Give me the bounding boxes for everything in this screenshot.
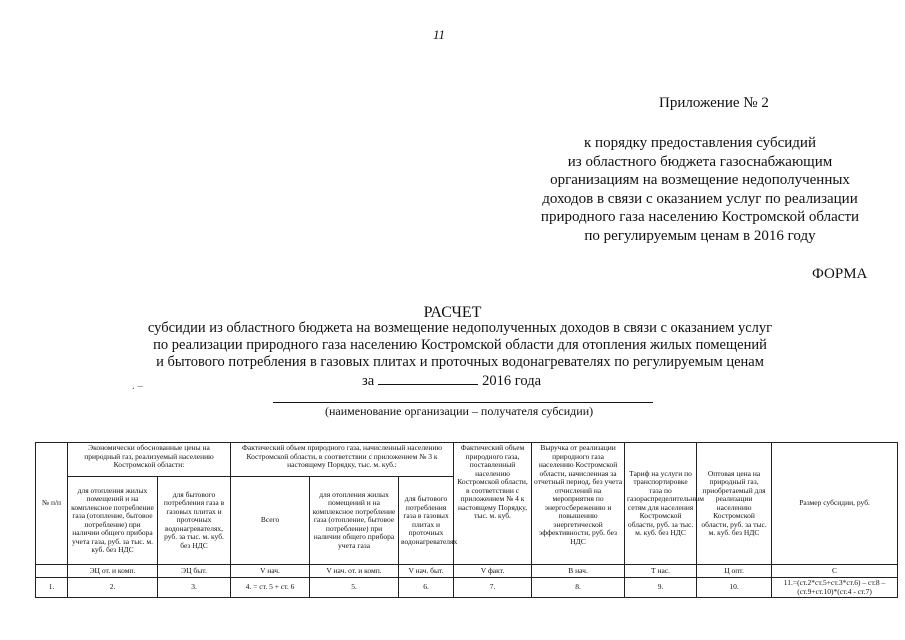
table-row — [36, 578, 898, 598]
appendix-description — [520, 134, 880, 245]
subtitle-line: по реализации природного газа населению Костромской области для отопления жилых помещений — [153, 337, 767, 353]
header-cell-price-heating: для отопления жилых помещений и на комплексное потребление газа (отопление, бытовое потребление) при наличии общего прибора учета газа, руб. за тыс. м. куб. без НДС — [68, 477, 158, 565]
subtitle-line: субсидии из областного бюджета на возмещение недополученных доходов в связи с оказанием услуг — [147, 320, 773, 336]
header-cell-number: № п/п — [36, 443, 68, 565]
document-title: РАСЧЕТ — [423, 304, 482, 321]
table-cell: 2. — [68, 578, 158, 598]
code-cell: V нач. быт. — [399, 565, 454, 578]
header-group-actual-volume: Фактический объем природного газа, начисленный населению Костромской области, в соответствии с приложением № 3 к настоящему Порядку, тыс. м. куб.: — [231, 443, 454, 477]
table-header-row — [36, 443, 898, 477]
code-cell: ЭЦ быт. — [158, 565, 231, 578]
subsidy-calculation-table — [35, 442, 898, 598]
code-cell: V факт. — [454, 565, 532, 578]
period-line — [362, 372, 541, 390]
appendix-title: Приложение № 2 — [659, 95, 769, 111]
code-cell: Т нас. — [625, 565, 697, 578]
code-cell: ЭЦ от. и комп. — [68, 565, 158, 578]
org-name-underline — [273, 402, 653, 403]
table-cell: 1. — [36, 578, 68, 598]
table-cell: 10. — [697, 578, 772, 598]
header-cell-actual-supplied-volume: Фактический объем природного газа, поставленный населению Костромской области, в соответствии с приложением № 4 к настоящему Порядку, тыс. м. куб. — [454, 443, 532, 565]
table-cell: 8. — [532, 578, 625, 598]
table-cell: 3. — [158, 578, 231, 598]
code-cell: Ц опт. — [697, 565, 772, 578]
document-subtitle — [80, 320, 840, 371]
table-cell: 6. — [399, 578, 454, 598]
table-cell: 9. — [625, 578, 697, 598]
period-blank-field — [378, 372, 478, 385]
header-cell-transport-tariff: Тариф на услуги по транспортировке газа по газораспределительным сетям для населения Костромской области, руб. за тыс. м. куб. без НДС — [625, 443, 697, 565]
code-cell: С — [772, 565, 898, 578]
form-label: ФОРМА — [812, 266, 868, 282]
code-cell — [36, 565, 68, 578]
page-number: 11 — [433, 27, 446, 42]
appendix-line: организациям на возмещение недополученных — [550, 172, 850, 188]
code-cell: В нач. — [532, 565, 625, 578]
header-cell-price-household: для бытового потребления газа в газовых плитах и проточных водонагревателях, руб. за тыс. м. куб. без НДС — [158, 477, 231, 565]
header-cell-volume-total: Всего — [231, 477, 310, 565]
header-cell-volume-household: для бытового потребления газа в газовых плитах и проточных водонагревателях — [399, 477, 454, 565]
subtitle-line: и бытового потребления в газовых плитах и проточных водонагревателях по регулируемым ценам — [156, 354, 764, 370]
code-cell: V нач. от. и комп. — [310, 565, 399, 578]
appendix-line: природного газа населению Костромской области — [540, 209, 860, 225]
header-cell-wholesale-price: Оптовая цена на природный газ, приобретаемый для реализации населению Костромской области, руб. за тыс. м. куб. без НДС — [697, 443, 772, 565]
period-prefix: за — [362, 373, 375, 389]
org-name-caption: (наименование организации – получателя субсидии) — [325, 404, 594, 418]
appendix-line: доходов в связи с оказанием услуг по реализации — [542, 190, 858, 207]
appendix-line: к порядку предоставления субсидий — [584, 135, 816, 151]
table-cell-subsidy-formula: 11.=(ст.2*ст.5+ст.3*ст.6) – ст.8 – (ст.9+ст.10)*(ст.4 - ст.7) — [772, 578, 898, 598]
code-cell: V нач. — [231, 565, 310, 578]
table-cell: 5. — [310, 578, 399, 598]
header-group-economic-prices: Экономически обоснованные цены на природный газ, реализуемый населению Костромской области: — [68, 443, 231, 477]
subsidy-table-wrapper — [35, 442, 897, 598]
table-cell: 7. — [454, 578, 532, 598]
header-cell-subsidy-amount: Размер субсидии, руб. — [772, 443, 898, 565]
table-cell: 4. = ст. 5 + ст. 6 — [231, 578, 310, 598]
appendix-line: по регулируемым ценам в 2016 году — [584, 227, 816, 244]
header-cell-revenue: Выручка от реализации природного газа населению Костромской области, начисленная за отчетный период, без учета отчислений на мероприятия по энергосбережению и повышению энергетической эффективности, руб. без НДС — [532, 443, 625, 565]
table-codes-row — [36, 565, 898, 578]
period-suffix: 2016 года — [482, 373, 542, 389]
appendix-line: из областного бюджета газоснабжающим — [567, 153, 833, 170]
scan-mark: . – — [132, 380, 143, 392]
header-cell-volume-heating: для отопления жилых помещений и на комплексное потребление газа (отопление, бытовое потребление) при наличии общего прибора учета газа — [310, 477, 399, 565]
